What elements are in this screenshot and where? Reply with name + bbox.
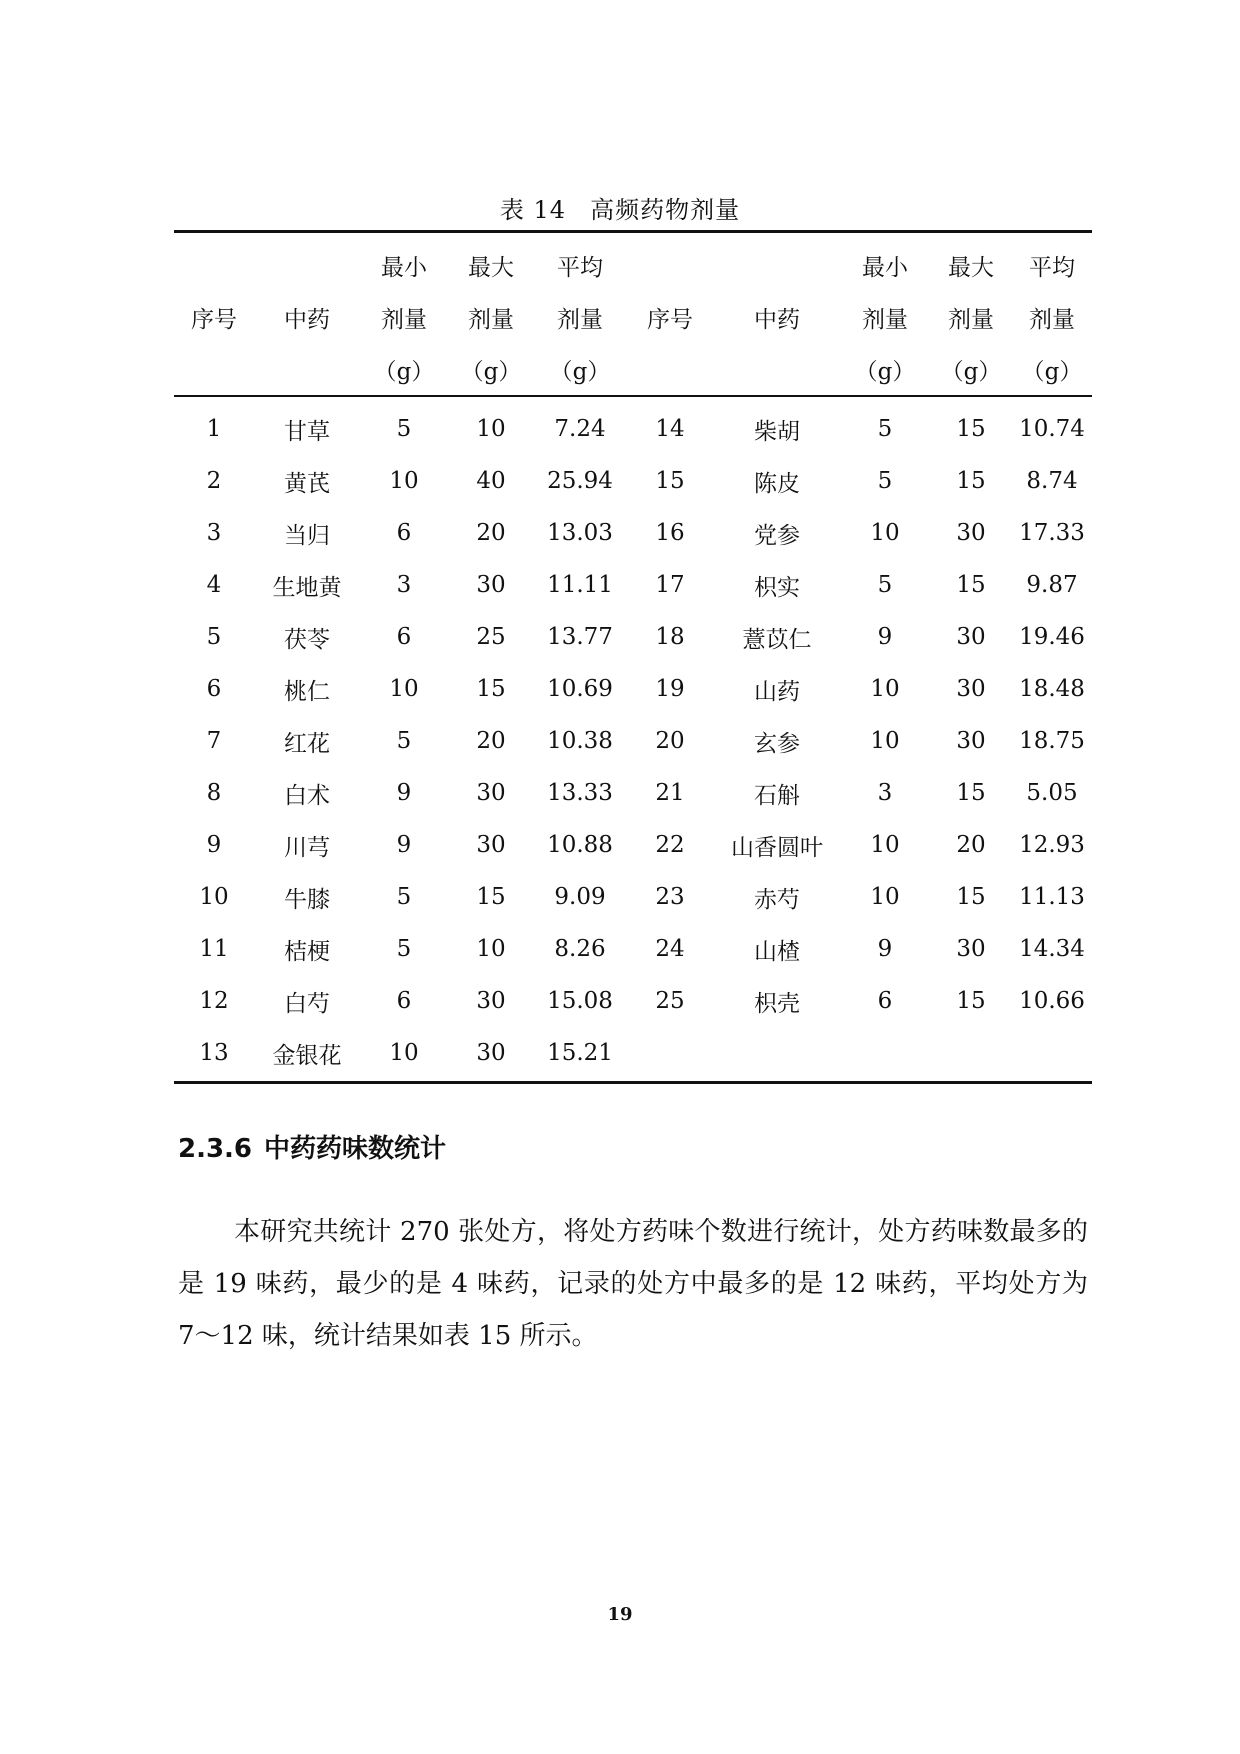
cell-min-dose: 5 — [396, 936, 412, 962]
cell-herb: 玄参 — [754, 730, 800, 757]
cell-avg-dose: 18.75 — [1019, 728, 1085, 754]
table-row — [174, 611, 1092, 663]
page-number: 19 — [607, 1604, 633, 1625]
header-dose: 剂量 — [862, 306, 908, 333]
cell-avg-dose: 7.24 — [554, 416, 606, 442]
cell-min-dose: 6 — [396, 988, 412, 1014]
cell-seq: 24 — [655, 936, 685, 962]
cell-herb: 白芍 — [284, 990, 330, 1017]
cell-seq: 14 — [655, 416, 685, 442]
cell-seq: 18 — [655, 624, 685, 650]
table-row — [174, 819, 1092, 871]
table-row — [174, 715, 1092, 767]
cell-avg-dose: 8.26 — [554, 936, 606, 962]
cell-avg-dose — [1012, 1027, 1092, 1083]
cell-seq — [626, 1027, 714, 1083]
cell-min-dose: 5 — [396, 728, 412, 754]
section-number: 2.3.6 — [178, 1134, 253, 1164]
cell-seq: 1 — [206, 416, 222, 442]
cell-avg-dose: 15.21 — [547, 1040, 613, 1066]
table-header-row-1 — [174, 232, 1092, 292]
cell-seq: 3 — [206, 520, 222, 546]
cell-max-dose: 20 — [956, 832, 986, 858]
header-unit: （g） — [1012, 343, 1092, 396]
cell-avg-dose: 11.11 — [547, 572, 613, 598]
cell-max-dose: 15 — [956, 884, 986, 910]
cell-min-dose: 10 — [870, 884, 900, 910]
table-row — [174, 455, 1092, 507]
header-unit: （g） — [448, 343, 534, 396]
cell-max-dose: 30 — [476, 832, 506, 858]
cell-max-dose: 20 — [476, 728, 506, 754]
cell-seq: 5 — [206, 624, 222, 650]
header-seq: 序号 — [191, 306, 237, 333]
cell-seq: 23 — [655, 884, 685, 910]
cell-herb: 山楂 — [754, 938, 800, 965]
cell-max-dose: 25 — [476, 624, 506, 650]
cell-herb: 石斛 — [754, 782, 800, 809]
cell-max-dose: 40 — [476, 468, 506, 494]
cell-herb: 桔梗 — [284, 938, 330, 965]
cell-avg-dose: 13.33 — [547, 780, 613, 806]
cell-max-dose: 15 — [956, 468, 986, 494]
header-max-label: 最大 — [948, 254, 994, 281]
cell-min-dose: 3 — [396, 572, 412, 598]
cell-avg-dose: 19.46 — [1019, 624, 1085, 650]
cell-herb: 川芎 — [284, 834, 330, 861]
cell-min-dose: 10 — [870, 520, 900, 546]
cell-herb: 山药 — [754, 678, 800, 705]
header-dose: 剂量 — [557, 306, 603, 333]
cell-avg-dose: 10.38 — [547, 728, 613, 754]
header-unit: （g） — [840, 343, 930, 396]
cell-max-dose: 15 — [956, 988, 986, 1014]
cell-seq: 22 — [655, 832, 685, 858]
cell-min-dose: 5 — [396, 416, 412, 442]
header-dose: 剂量 — [381, 306, 427, 333]
cell-avg-dose: 13.77 — [547, 624, 613, 650]
header-seq: 序号 — [647, 306, 693, 333]
cell-seq: 12 — [199, 988, 229, 1014]
cell-max-dose: 30 — [476, 572, 506, 598]
header-avg-label: 平均 — [557, 254, 603, 281]
cell-seq: 11 — [199, 936, 229, 962]
cell-max-dose: 15 — [956, 416, 986, 442]
cell-avg-dose: 8.74 — [1026, 468, 1078, 494]
cell-avg-dose: 13.03 — [547, 520, 613, 546]
cell-min-dose: 5 — [877, 468, 893, 494]
cell-avg-dose: 9.87 — [1026, 572, 1078, 598]
cell-seq: 2 — [206, 468, 222, 494]
cell-min-dose: 5 — [396, 884, 412, 910]
cell-herb: 红花 — [284, 730, 330, 757]
cell-min-dose: 10 — [389, 468, 419, 494]
cell-herb: 陈皮 — [754, 470, 800, 497]
herb-dosage-table — [174, 230, 1092, 1084]
cell-max-dose: 30 — [956, 728, 986, 754]
cell-max-dose: 10 — [476, 416, 506, 442]
table-header-row-3 — [174, 343, 1092, 396]
table-caption — [0, 190, 1240, 225]
cell-min-dose: 6 — [396, 624, 412, 650]
cell-herb: 枳实 — [754, 574, 800, 601]
cell-avg-dose: 5.05 — [1026, 780, 1078, 806]
cell-min-dose: 5 — [877, 416, 893, 442]
cell-max-dose: 15 — [956, 572, 986, 598]
table-row — [174, 507, 1092, 559]
header-min-label: 最小 — [862, 254, 908, 281]
table-row — [174, 396, 1092, 455]
cell-min-dose: 10 — [389, 676, 419, 702]
cell-seq: 10 — [199, 884, 229, 910]
cell-max-dose: 30 — [956, 520, 986, 546]
cell-herb: 桃仁 — [284, 678, 330, 705]
cell-seq: 21 — [655, 780, 685, 806]
cell-seq: 15 — [655, 468, 685, 494]
header-dose: 剂量 — [948, 306, 994, 333]
header-unit: （g） — [534, 343, 626, 396]
cell-max-dose: 15 — [476, 676, 506, 702]
cell-herb: 赤芍 — [754, 886, 800, 913]
cell-max-dose: 30 — [956, 676, 986, 702]
cell-herb: 茯苓 — [284, 626, 330, 653]
cell-avg-dose: 18.48 — [1019, 676, 1085, 702]
cell-herb: 甘草 — [284, 418, 330, 445]
table-row — [174, 871, 1092, 923]
cell-min-dose: 10 — [870, 728, 900, 754]
cell-max-dose — [930, 1027, 1012, 1083]
cell-seq: 8 — [206, 780, 222, 806]
cell-max-dose: 15 — [956, 780, 986, 806]
cell-seq: 6 — [206, 676, 222, 702]
cell-herb: 当归 — [284, 522, 330, 549]
table-caption-title: 高频药物剂量 — [590, 196, 741, 224]
cell-herb — [714, 1027, 840, 1083]
cell-min-dose: 6 — [396, 520, 412, 546]
cell-min-dose: 9 — [396, 780, 412, 806]
cell-herb: 生地黄 — [272, 574, 342, 601]
cell-min-dose: 10 — [870, 832, 900, 858]
cell-herb: 金银花 — [272, 1042, 342, 1069]
cell-min-dose — [840, 1027, 930, 1083]
cell-min-dose: 9 — [877, 936, 893, 962]
header-min-label: 最小 — [381, 254, 427, 281]
header-max-label: 最大 — [468, 254, 514, 281]
table-row — [174, 923, 1092, 975]
header-herb: 中药 — [284, 306, 330, 333]
cell-avg-dose: 15.08 — [547, 988, 613, 1014]
cell-avg-dose: 10.66 — [1019, 988, 1085, 1014]
header-unit: （g） — [930, 343, 1012, 396]
cell-avg-dose: 9.09 — [554, 884, 606, 910]
header-herb: 中药 — [754, 306, 800, 333]
table-row — [174, 767, 1092, 819]
cell-herb: 山香圆叶 — [731, 834, 823, 861]
cell-avg-dose: 11.13 — [1019, 884, 1085, 910]
cell-herb: 柴胡 — [754, 418, 800, 445]
body-paragraph: 本研究共统计 270 张处方，将处方药味个数进行统计，处方药味数最多的是 19 味药，最少的是 4 味药，记录的处方中最多的是 12 味药，平均处方为 7～12 味，统计结果如表 15 所示。 — [178, 1217, 1088, 1351]
cell-seq: 9 — [206, 832, 222, 858]
header-dose: 剂量 — [1029, 306, 1075, 333]
cell-avg-dose: 12.93 — [1019, 832, 1085, 858]
cell-min-dose: 3 — [877, 780, 893, 806]
header-dose: 剂量 — [468, 306, 514, 333]
cell-max-dose: 10 — [476, 936, 506, 962]
cell-min-dose: 9 — [877, 624, 893, 650]
cell-min-dose: 9 — [396, 832, 412, 858]
table-row — [174, 1027, 1092, 1083]
table-header-row-2 — [174, 291, 1092, 343]
table-row — [174, 663, 1092, 715]
cell-avg-dose: 10.74 — [1019, 416, 1085, 442]
header-avg-label: 平均 — [1029, 254, 1075, 281]
cell-seq: 20 — [655, 728, 685, 754]
cell-avg-dose: 25.94 — [547, 468, 613, 494]
table-caption-number: 表 14 — [499, 196, 567, 224]
cell-herb: 薏苡仁 — [742, 626, 812, 653]
table-body — [174, 396, 1092, 1083]
cell-avg-dose: 10.88 — [547, 832, 613, 858]
cell-max-dose: 15 — [476, 884, 506, 910]
cell-max-dose: 20 — [476, 520, 506, 546]
cell-max-dose: 30 — [956, 936, 986, 962]
cell-seq: 19 — [655, 676, 685, 702]
section-heading — [178, 1128, 446, 1165]
cell-seq: 25 — [655, 988, 685, 1014]
cell-seq: 13 — [199, 1040, 229, 1066]
cell-herb: 枳壳 — [754, 990, 800, 1017]
cell-seq: 4 — [206, 572, 222, 598]
cell-min-dose: 6 — [877, 988, 893, 1014]
cell-seq: 16 — [655, 520, 685, 546]
table-row — [174, 559, 1092, 611]
cell-avg-dose: 14.34 — [1019, 936, 1085, 962]
cell-seq: 17 — [655, 572, 685, 598]
cell-seq: 7 — [206, 728, 222, 754]
cell-avg-dose: 17.33 — [1019, 520, 1085, 546]
table-row — [174, 975, 1092, 1027]
cell-herb: 党参 — [754, 522, 800, 549]
cell-max-dose: 30 — [476, 988, 506, 1014]
cell-avg-dose: 10.69 — [547, 676, 613, 702]
cell-herb: 牛膝 — [284, 886, 330, 913]
cell-min-dose: 5 — [877, 572, 893, 598]
cell-min-dose: 10 — [389, 1040, 419, 1066]
header-unit: （g） — [360, 343, 448, 396]
cell-max-dose: 30 — [956, 624, 986, 650]
cell-herb: 白术 — [284, 782, 330, 809]
cell-herb: 黄芪 — [284, 470, 330, 497]
cell-min-dose: 10 — [870, 676, 900, 702]
section-title: 中药药味数统计 — [264, 1134, 447, 1164]
cell-max-dose: 30 — [476, 1040, 506, 1066]
cell-max-dose: 30 — [476, 780, 506, 806]
